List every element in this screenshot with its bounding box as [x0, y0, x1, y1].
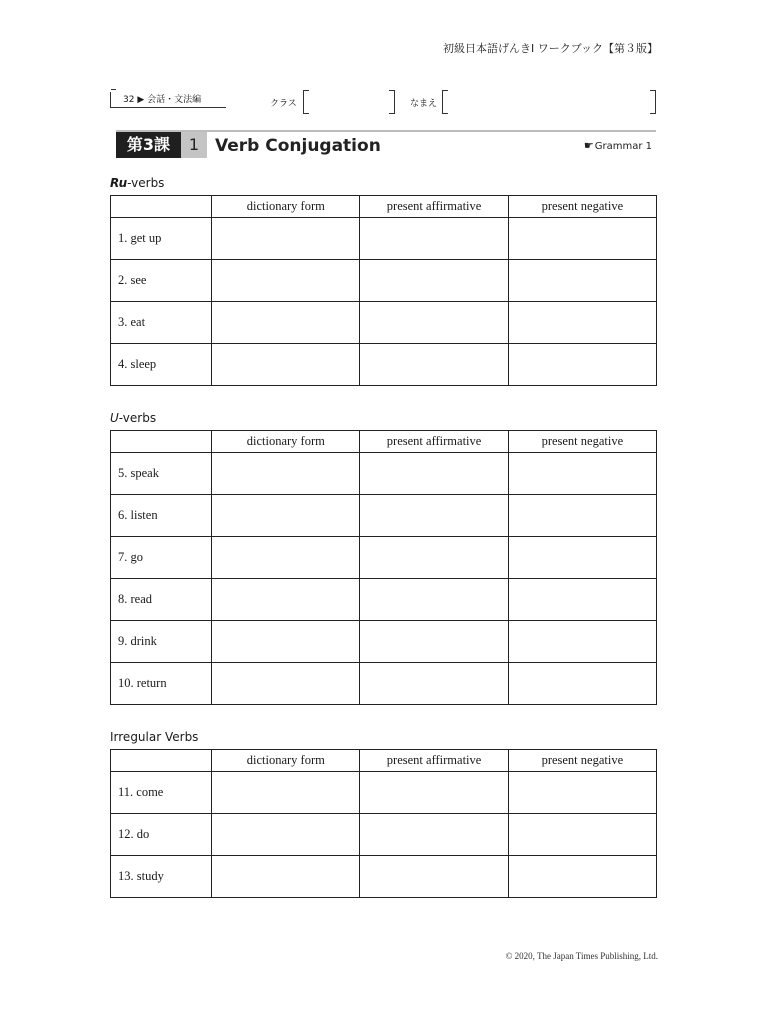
header-dictionary-form: dictionary form: [212, 196, 360, 218]
verb-label: 8. read: [111, 579, 212, 621]
answer-cell[interactable]: [360, 856, 508, 898]
table-row: [111, 772, 657, 814]
answer-cell[interactable]: [508, 814, 656, 856]
verb-label: 11. come: [111, 772, 212, 814]
table-row: [111, 453, 657, 495]
answer-cell[interactable]: [360, 772, 508, 814]
table-header-row: [111, 431, 657, 453]
answer-cell[interactable]: [508, 218, 656, 260]
name-field-close-bracket: [650, 90, 656, 114]
answer-cell[interactable]: [212, 663, 360, 705]
answer-cell[interactable]: [508, 579, 656, 621]
name-field-open-bracket: [442, 90, 448, 114]
u-verbs-table: [110, 430, 657, 705]
name-label: なまえ: [410, 99, 438, 109]
table-row: [111, 344, 657, 386]
table-header-row: [111, 750, 657, 772]
header-present-negative: present negative: [508, 431, 656, 453]
table-row: [111, 814, 657, 856]
table-row: [111, 302, 657, 344]
verb-label: 2. see: [111, 260, 212, 302]
answer-cell[interactable]: [508, 772, 656, 814]
irregular-verbs-table: [110, 749, 657, 898]
answer-cell[interactable]: [508, 260, 656, 302]
class-field-close-bracket: [389, 90, 395, 114]
answer-cell[interactable]: [212, 453, 360, 495]
answer-cell[interactable]: [212, 302, 360, 344]
section-label-irregular-verbs: [110, 730, 198, 744]
header-present-affirmative: present affirmative: [360, 750, 508, 772]
verb-label: 12. do: [111, 814, 212, 856]
grammar-reference-label: Grammar 1: [594, 141, 652, 152]
answer-cell[interactable]: [360, 260, 508, 302]
answer-cell[interactable]: [212, 260, 360, 302]
table-row: [111, 663, 657, 705]
answer-cell[interactable]: [212, 495, 360, 537]
verb-label: 9. drink: [111, 621, 212, 663]
ru-verbs-table: [110, 195, 657, 386]
class-label: クラス: [270, 99, 297, 109]
answer-cell[interactable]: [212, 772, 360, 814]
section-label-u-verbs: [110, 411, 156, 425]
answer-cell[interactable]: [212, 537, 360, 579]
header-present-affirmative: present affirmative: [360, 431, 508, 453]
table-row: [111, 537, 657, 579]
header-dictionary-form: dictionary form: [212, 431, 360, 453]
lesson-number: 1: [181, 132, 207, 158]
worksheet-meta-row: [110, 88, 658, 114]
lesson-header: [116, 130, 656, 160]
answer-cell[interactable]: [360, 453, 508, 495]
table-row: [111, 579, 657, 621]
verb-label: 10. return: [111, 663, 212, 705]
table-header-row: [111, 196, 657, 218]
table-row: [111, 621, 657, 663]
table-row: [111, 495, 657, 537]
answer-cell[interactable]: [360, 344, 508, 386]
answer-cell[interactable]: [360, 621, 508, 663]
answer-cell[interactable]: [508, 302, 656, 344]
answer-cell[interactable]: [212, 856, 360, 898]
header-blank: [111, 196, 212, 218]
answer-cell[interactable]: [212, 579, 360, 621]
section-label-ru-verbs: [110, 176, 164, 190]
header-blank: [111, 431, 212, 453]
answer-cell[interactable]: [212, 344, 360, 386]
answer-cell[interactable]: [360, 663, 508, 705]
verb-label: 7. go: [111, 537, 212, 579]
page-tag: 32 ▶ 会話・文法編: [110, 92, 226, 108]
header-dictionary-form: dictionary form: [212, 750, 360, 772]
answer-cell[interactable]: [508, 621, 656, 663]
class-field-open-bracket: [303, 90, 309, 114]
header-blank: [111, 750, 212, 772]
answer-cell[interactable]: [360, 218, 508, 260]
answer-cell[interactable]: [508, 537, 656, 579]
answer-cell[interactable]: [508, 663, 656, 705]
section-label-prefix: Ru: [110, 176, 128, 190]
answer-cell[interactable]: [360, 579, 508, 621]
table-row: [111, 260, 657, 302]
answer-cell[interactable]: [508, 453, 656, 495]
copyright-notice: © 2020, The Japan Times Publishing, Ltd.: [505, 951, 658, 961]
answer-cell[interactable]: [508, 856, 656, 898]
section-label-suffix: -verbs: [118, 411, 157, 425]
table-row: [111, 218, 657, 260]
verb-label: 4. sleep: [111, 344, 212, 386]
table-row: [111, 856, 657, 898]
answer-cell[interactable]: [360, 537, 508, 579]
section-label-prefix: U: [110, 411, 119, 425]
header-present-negative: present negative: [508, 750, 656, 772]
answer-cell[interactable]: [212, 218, 360, 260]
verb-label: 6. listen: [111, 495, 212, 537]
answer-cell[interactable]: [360, 495, 508, 537]
answer-cell[interactable]: [508, 344, 656, 386]
grammar-reference: [584, 139, 652, 152]
verb-label: 1. get up: [111, 218, 212, 260]
answer-cell[interactable]: [212, 814, 360, 856]
book-title: 初級日本語げんきⅠ ワークブック【第３版】: [443, 42, 658, 55]
verb-label: 5. speak: [111, 453, 212, 495]
answer-cell[interactable]: [360, 814, 508, 856]
answer-cell[interactable]: [360, 302, 508, 344]
lesson-title: Verb Conjugation: [215, 136, 381, 156]
answer-cell[interactable]: [212, 621, 360, 663]
verb-label: 13. study: [111, 856, 212, 898]
header-present-negative: present negative: [508, 196, 656, 218]
pointing-hand-icon: ☛: [583, 139, 594, 152]
answer-cell[interactable]: [508, 495, 656, 537]
section-label-suffix: Irregular Verbs: [110, 730, 199, 744]
header-present-affirmative: present affirmative: [360, 196, 508, 218]
verb-label: 3. eat: [111, 302, 212, 344]
section-label-suffix: -verbs: [127, 176, 165, 190]
lesson-badge: 第3課: [116, 132, 181, 158]
